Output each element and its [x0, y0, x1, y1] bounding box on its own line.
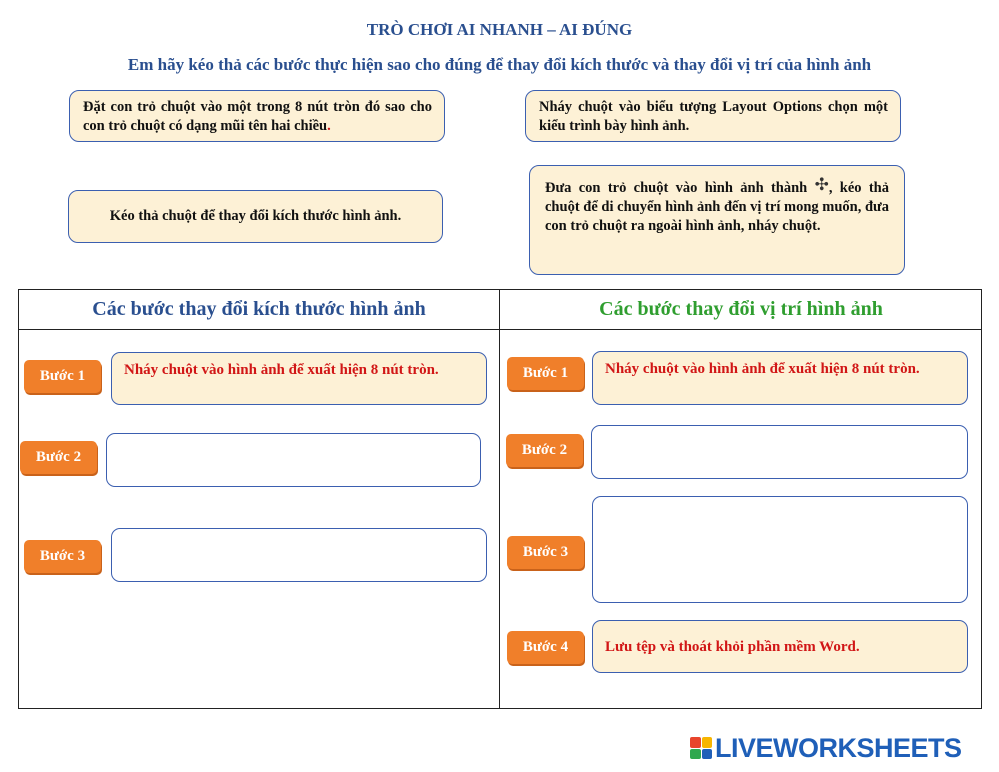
- drag-card-layout-options[interactable]: [525, 90, 901, 142]
- logo-text: LIVEWORKSHEETS: [715, 732, 962, 763]
- liveworksheets-logo: [690, 732, 962, 764]
- answer-text: Lưu tệp và thoát khỏi phần mềm Word.: [605, 638, 860, 655]
- answer-text: Nháy chuột vào hình ảnh để xuất hiện 8 nút tròn.: [124, 362, 439, 378]
- left-step-1-label: Bước 1: [24, 360, 101, 393]
- drag-card-drag-resize[interactable]: [68, 190, 443, 243]
- answer-text: Nháy chuột vào hình ảnh để xuất hiện 8 nút tròn.: [605, 361, 920, 377]
- move-cursor-icon: ✣: [814, 175, 829, 194]
- left-step-2-label: Bước 2: [20, 441, 97, 474]
- logo-mark-icon: [690, 737, 712, 759]
- right-step-4-label: Bước 4: [507, 631, 584, 664]
- right-step-1-label: Bước 1: [507, 357, 584, 390]
- card-text-part2: , kéo thả chuột để di chuyển hình ảnh đến vị trí mong muốn, đưa con trỏ chuột ra ngoài hình ảnh, nháy chuột.: [545, 180, 889, 234]
- right-step-2-drop-zone[interactable]: [591, 425, 968, 479]
- card-text: Nháy chuột vào biểu tượng Layout Options chọn một kiểu trình bày hình ảnh.: [539, 99, 888, 134]
- left-column-header: Các bước thay đổi kích thước hình ảnh: [92, 297, 426, 320]
- left-step-3-drop-zone[interactable]: [111, 528, 487, 582]
- right-step-3-label: Bước 3: [507, 536, 584, 569]
- right-step-3-drop-zone[interactable]: [592, 496, 968, 603]
- logo-square: [702, 737, 713, 748]
- drag-card-place-cursor[interactable]: [69, 90, 445, 142]
- instruction-text: Em hãy kéo thả các bước thực hiện sao cho đúng để thay đổi kích thước và thay đổi vị trí của hình ảnh: [127, 55, 872, 74]
- logo-square: [690, 749, 701, 760]
- card-text-part1: Đưa con trỏ chuột vào hình ảnh thành: [545, 180, 815, 196]
- right-column-header: Các bước thay đổi vị trí hình ảnh: [599, 297, 883, 320]
- left-step-3-label: Bước 3: [24, 540, 101, 573]
- table-divider-vertical: [499, 289, 500, 709]
- right-step-2-label: Bước 2: [506, 434, 583, 467]
- card-dot: .: [327, 118, 331, 134]
- right-step-1-answer: [592, 351, 968, 405]
- drag-card-move-image[interactable]: [529, 165, 905, 275]
- card-text: Kéo thả chuột để thay đổi kích thước hình ảnh.: [109, 208, 402, 224]
- left-step-2-drop-zone[interactable]: [106, 433, 481, 487]
- page-title: TRÒ CHƠI AI NHANH – AI ĐÚNG: [366, 20, 633, 39]
- right-step-4-answer: [592, 620, 968, 673]
- table-divider-horizontal: [18, 329, 982, 330]
- logo-square: [702, 749, 713, 760]
- card-text: Đặt con trỏ chuột vào một trong 8 nút tròn đó sao cho con trỏ chuột có dạng mũi tên hai chiều: [83, 99, 432, 134]
- left-step-1-answer: [111, 352, 487, 405]
- logo-square: [690, 737, 701, 748]
